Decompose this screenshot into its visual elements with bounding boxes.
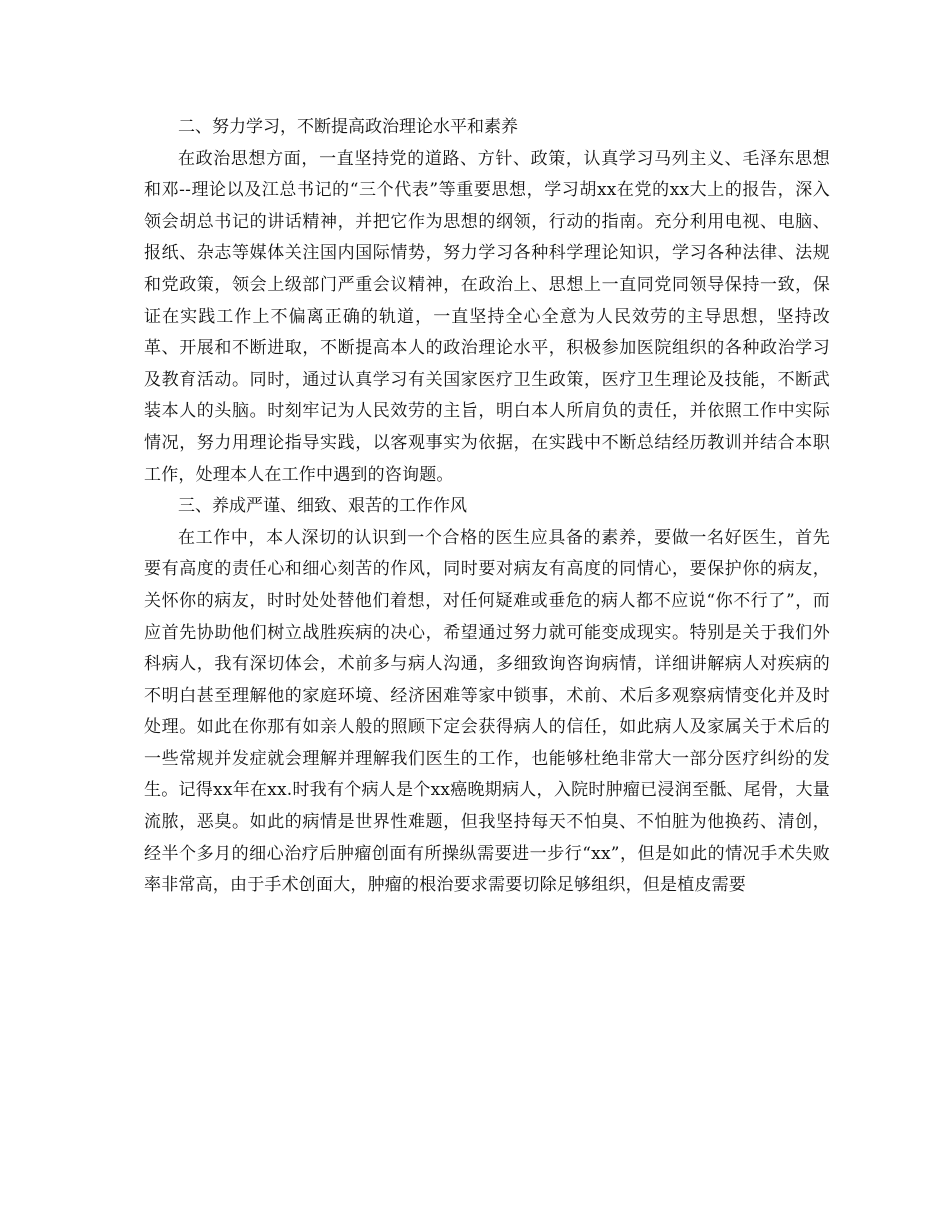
paragraph-political-study: 在政治思想方面，一直坚持党的道路、方针、政策，认真学习马列主义、毛泽东思想和邓--理论以及江总书记的“三个代表”等重要思想，学习胡xx在党的xx大上的报告，深入领会胡总书记的讲话精神，并把它作为思想的纲领，行动的指南。充分利用电视、电脑、报纸、杂志等媒体关注国内国际情势，努力学习各种科学理论知识，学习各种法律、法规和党政策，领会上级部门严重会议精神，在政治上、思想上一直同党同领导保持一致，保证在实践工作上不偏离正确的轨道，一直坚持全心全意为人民效劳的主导思想，坚持改革、开展和不断进取，不断提高本人的政治理论水平，积极参加医院组织的各种政治学习及教育活动。同时，通过认真学习有关国家医疗卫生政策，医疗卫生理论及技能，不断武装本人的头脑。时刻牢记为人民效劳的主旨，明白本人所肩负的责任，并依照工作中实际情况，努力用理论指导实践，以客观事实为依据，在实践中不断总结经历教训并结合本职工作，处理本人在工作中遇到的咨询题。 [144, 148, 830, 485]
document-page [144, 112, 830, 902]
section-heading-3: 三、养成严谨、细致、艰苦的工作作风 [178, 496, 467, 517]
section-heading-2: 二、努力学习，不断提高政治理论水平和素养 [178, 117, 518, 137]
paragraph-work-style: 在工作中，本人深切的认识到一个合格的医生应具备的素养，要做一名好医生，首先要有高度的责任心和细心刻苦的作风，同时要对病友有高度的同情心，要保护你的病友，关怀你的病友，时时处处替他们着想，对任何疑难或垂危的病人都不应说“你不行了”，而应首先协助他们树立战胜疾病的决心，希望通过努力就可能变成现实。特别是关于我们外科病人，我有深切体会，术前多与病人沟通，多细致询咨询病情，详细讲解病人对疾病的不明白甚至理解他的家庭环境、经济困难等家中锁事，术前、术后多观察病情变化并及时处理。如此在你那有如亲人般的照顾下定会获得病人的信任，如此病人及家属关于术后的一些常规并发症就会理解并理解我们医生的工作，也能够杜绝非常大一部分医疗纠纷的发生。记得xx年在xx.时我有个病人是个xx癌晚期病人，入院时肿瘤已浸润至骶、尾骨，大量流脓，恶臭。如此的病情是世界性难题，但我坚持每天不怕臭、不怕脏为他换药、清创，经半个多月的细心治疗后肿瘤创面有所操纵需要进一步行“xx”，但是如此的情况手术失败率非常高，由于手术创面大，肿瘤的根治要求需要切除足够组织，但是植皮需要 [144, 527, 830, 896]
